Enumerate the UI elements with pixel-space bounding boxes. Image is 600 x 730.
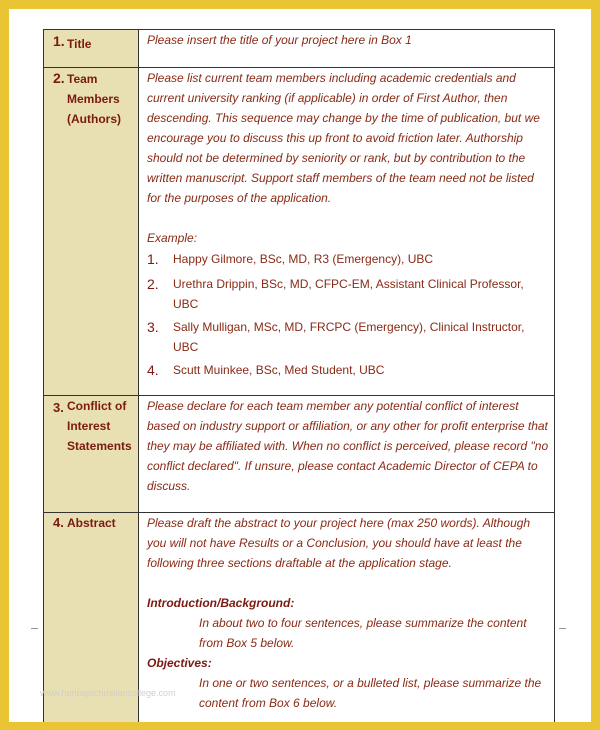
content-line: based on industry support or affiliation, or any other for profit enterprise that — [147, 419, 548, 433]
row-content: Please insert the title of your project here in Box 1 — [147, 33, 412, 47]
margin-tick — [31, 628, 38, 629]
row-number: 1. — [53, 33, 65, 49]
example-line: UBC — [173, 297, 199, 311]
content-line: should not be determined by seniority or rank, but by contribution to the — [147, 151, 526, 165]
form-row-title — [44, 30, 555, 68]
example-line: Scutt Muinkee, BSc, Med Student, UBC — [173, 363, 385, 377]
example-item — [147, 249, 550, 269]
content-line: encourage you to discuss this up front to avoid friction later. Authorship — [147, 131, 523, 145]
row-label: Abstract — [67, 516, 116, 530]
row-number: 4. — [53, 515, 64, 530]
example-item — [147, 274, 550, 314]
section-line: In one or two sentences, or a bulleted list, please summarize the — [199, 676, 542, 690]
content-line: you will not have Results or a Conclusion, you should have at least the — [147, 536, 522, 550]
row-label-line: Statements — [67, 439, 132, 453]
row-label: Title — [67, 37, 92, 51]
section-line: from Box 5 below. — [199, 636, 295, 650]
watermark-text: www.heritagechristiancollege.com — [40, 688, 176, 698]
content-line: Please draft the abstract to your project here (max 250 words). Although — [147, 516, 531, 530]
example-item — [147, 360, 550, 380]
form-row-conflict-of-interest — [44, 396, 555, 513]
content-line: for the purposes of the application. — [147, 191, 332, 205]
row-label-line: Conflict of — [67, 399, 127, 413]
content-line: written manuscript. Support staff members of the team need not be listed — [147, 171, 534, 185]
row-content — [139, 396, 554, 496]
content-line: current university ranking (if applicable) in order of First Author, then — [147, 91, 508, 105]
form-row-team-members — [44, 68, 555, 396]
content-line: discuss. — [147, 479, 191, 493]
application-form-table — [43, 29, 555, 722]
example-number: 4. — [147, 362, 159, 378]
example-item — [147, 317, 550, 357]
row-content — [139, 513, 554, 713]
example-line: UBC — [173, 340, 199, 354]
row-content — [139, 68, 554, 380]
section-heading: Objectives: — [147, 656, 212, 670]
document-page — [9, 9, 591, 722]
content-line: they may be affiliated with. When no conflict is perceived, please record "no — [147, 439, 549, 453]
example-label: Example: — [147, 231, 198, 245]
margin-tick — [559, 628, 566, 629]
content-line: Please list current team members including academic credentials and — [147, 71, 516, 85]
row-label-line: (Authors) — [67, 112, 121, 126]
section-heading: Introduction/Background: — [147, 596, 295, 610]
content-line: Please declare for each team member any potential conflict of interest — [147, 399, 519, 413]
row-number: 3. — [53, 400, 64, 415]
example-number: 3. — [147, 319, 159, 335]
example-line: Sally Mulligan, MSc, MD, FRCPC (Emergency), Clinical Instructor, — [173, 320, 525, 334]
example-line: Happy Gilmore, BSc, MD, R3 (Emergency), UBC — [173, 252, 434, 266]
example-number: 2. — [147, 276, 159, 292]
content-line: descending. This sequence may change by the time of publication, but we — [147, 111, 540, 125]
row-label-line: Team — [67, 72, 98, 86]
section-line: content from Box 6 below. — [199, 696, 338, 710]
row-label-line: Members — [67, 92, 120, 106]
row-label-line: Interest — [67, 419, 111, 433]
row-number: 2. — [53, 70, 65, 86]
example-number: 1. — [147, 251, 159, 267]
example-line: Urethra Drippin, BSc, MD, CFPC-EM, Assistant Clinical Professor, — [173, 277, 524, 291]
section-line: In about two to four sentences, please summarize the content — [199, 616, 527, 630]
content-line: conflict declared". If unsure, please contact Academic Director of CEPA to — [147, 459, 538, 473]
content-line: following three sections draftable at the application stage. — [147, 556, 452, 570]
